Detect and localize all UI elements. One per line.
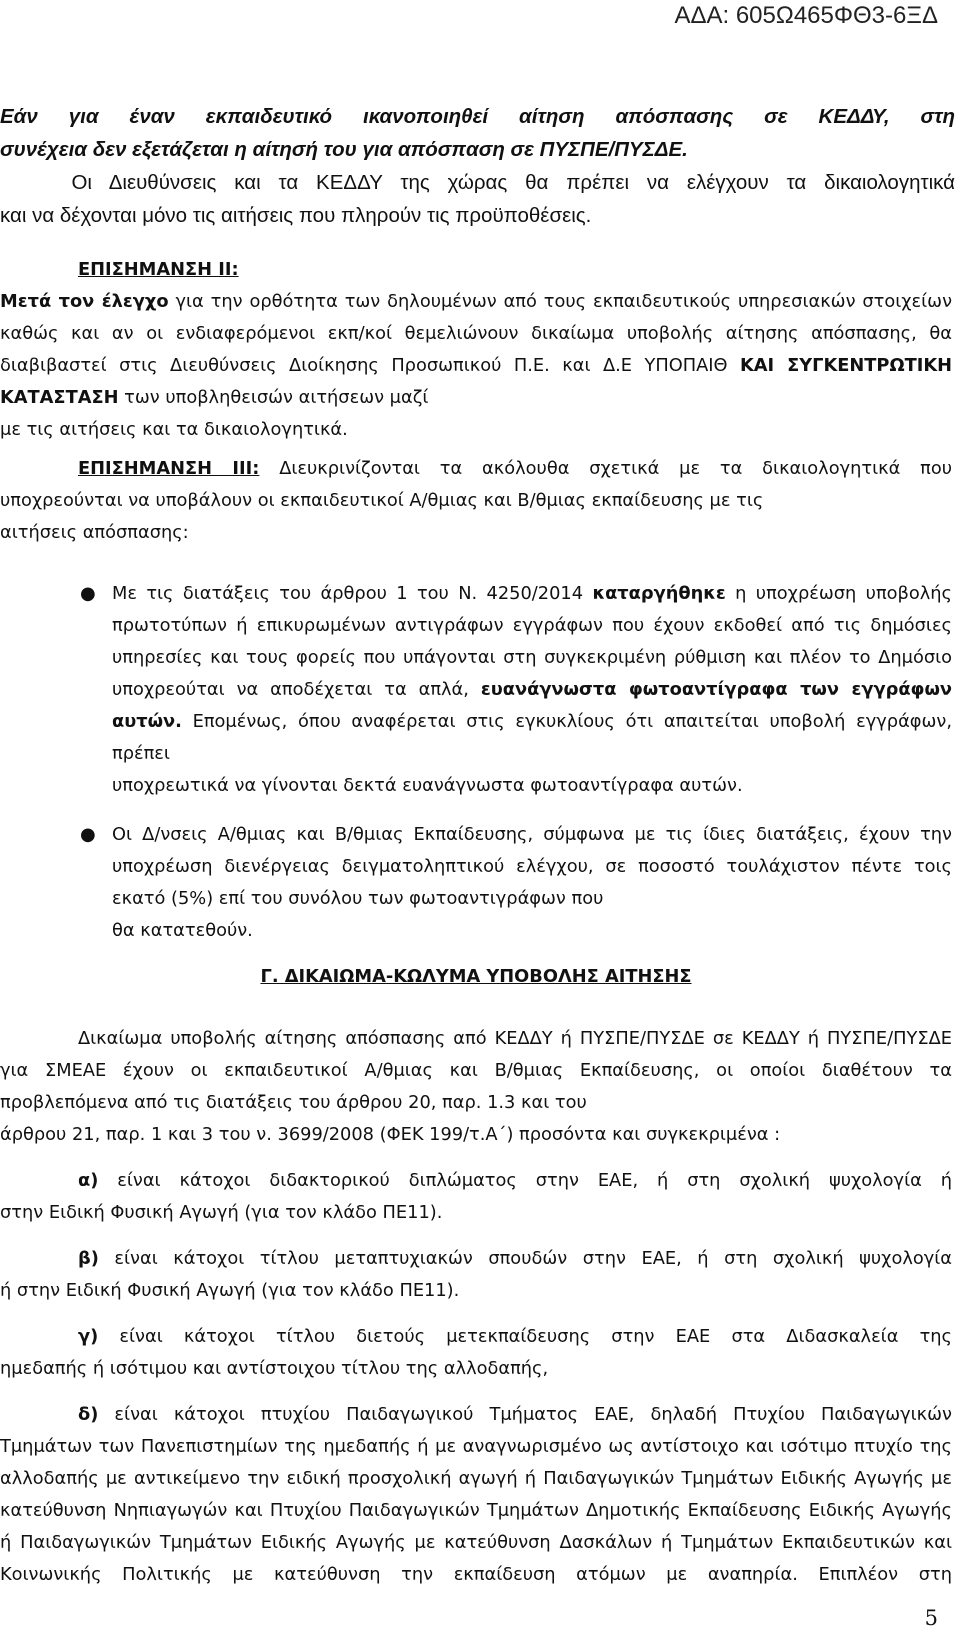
note-3-last-line: αιτήσεις απόσπασης: [0, 522, 189, 543]
note-2-text-b: των υποβληθεισών αιτήσεων μαζί [118, 387, 429, 408]
bullet-icon: ● [80, 583, 96, 604]
rights-intro-body: Δικαίωμα υποβολής αίτησης απόσπασης από ΚΕΔΔΥ ή ΠΥΣΠΕ/ΠΥΣΔΕ σε ΚΕΔΔΥ ή ΠΥΣΠΕ/ΠΥΣΔΕ για ΣΜΕΑΕ έχουν οι εκπαιδευτικοί Α/θμιας και Β/θμιας Εκπαίδευσης, οι οποίοι διαθέτουν τα προβλεπόμενα από τις διατάξεις του άρθρου 20, παρ. 1.3 και του [0, 1028, 952, 1113]
rights-section [0, 1023, 952, 1591]
note-3 [0, 453, 952, 549]
bullet-item-1 [0, 578, 952, 802]
bullet-2-last-line: θα κατατεθούν. [112, 920, 253, 941]
rights-item-a [0, 1165, 952, 1229]
intro-bold-line-2: συνέχεια δεν εξετάζεται η αίτησή του για απόσπαση σε ΠΥΣΠΕ/ΠΥΣΔΕ. [0, 138, 688, 161]
note-2-lead: Μετά τον έλεγχο [0, 291, 169, 312]
note-2-mid-bold: ΚΑΙ ΣΥΓΚΕΝΤΡΩΤΙΚΗ ΚΑΤΑΣΤΑΣΗ [0, 355, 952, 408]
note-2-last-line: με τις αιτήσεις και τα δικαιολογητικά. [0, 419, 348, 440]
note-3-heading: ΕΠΙΣΗΜΑΝΣΗ ΙΙΙ: [78, 458, 260, 479]
intro-bold-line-1: Εάν για έναν εκπαιδευτικό ικανοποιηθεί αίτηση απόσπασης σε ΚΕΔΔΥ, στη [0, 105, 955, 128]
bullet-1-bold-2: ευανάγνωστα φωτοαντίγραφα των εγγράφων αυτών. [112, 679, 953, 732]
rights-a-last-line: στην Ειδική Φυσική Αγωγή (για τον κλάδο ΠΕ11). [0, 1202, 443, 1223]
intro-line-4: και να δέχονται μόνο τις αιτήσεις που πληρούν τις προϋποθέσεις. [0, 204, 592, 227]
note-2 [0, 254, 952, 446]
note-2-text-a: για την ορθότητα των δηλουμένων από τους εκπαιδευτικούς υπηρεσιακών στοιχείων καθώς και αν οι ενδιαφερόμενοι εκπ/κοί θεμελιώνουν δικαίωμα υποβολής αίτησης απόσπασης, θα διαβιβαστεί στις Διευθύνσεις Διοίκησης Προσωπικού Π.Ε. και Δ.Ε ΥΠΟΠΑΙΘ [0, 291, 952, 376]
rights-c-label: γ) [78, 1326, 99, 1347]
note-3-body [0, 453, 952, 517]
rights-c-last-line: ημεδαπής ή ισότιμου και αντίστοιχου τίτλου της αλλοδαπής, [0, 1358, 549, 1379]
note-2-heading-line [0, 254, 952, 286]
bullet-icon: ● [80, 824, 96, 845]
rights-intro [0, 1023, 952, 1151]
rights-item-d [0, 1399, 952, 1591]
bullet-1-body: Με τις διατάξεις του άρθρου 1 του Ν. 4250/2014 καταργήθηκε η υποχρέωση υποβολής πρωτοτύπων ή επικυρωμένων αντιγράφων εγγράφων που έχουν εκδοθεί από τις δημόσιες υπηρεσίες και τους φορείς που υπάγονται στη συγκεκριμένη ρύθμιση και πλέον το Δημόσιο υποχρεούται να αποδέχεται τα απλά, ευανάγνωστα φωτοαντίγραφα των εγγράφων αυτών. Επομένως, όπου αναφέρεται στις εγκυκλίους ότι απαιτείται υποβολή εγγράφων, πρέπει [112, 583, 953, 764]
rights-a-line: α) είναι κάτοχοι διδακτορικού διπλώματος στην ΕΑΕ, ή στη σχολική ψυχολογία ή [78, 1170, 952, 1191]
rights-d-label: δ) [78, 1404, 99, 1425]
rights-b-label: β) [78, 1248, 99, 1269]
rights-a-label: α) [78, 1170, 99, 1191]
section-g-title: Γ. ΔΙΚΑΙΩΜΑ-ΚΩΛΥΜΑ ΥΠΟΒΟΛΗΣ ΑΙΤΗΣΗΣ [260, 966, 692, 987]
note-3-text: Διευκρινίζονται τα ακόλουθα σχετικά με τα δικαιολογητικά που υποχρεούνται να υποβάλουν οι εκπαιδευτικοί Α/θμιας και Β/θμιας εκπαίδευσης με τις [0, 458, 952, 511]
rights-item-b [0, 1243, 952, 1307]
bullet-item-2 [0, 819, 952, 947]
rights-b-last-line: ή στην Ειδική Φυσική Αγωγή (για τον κλάδο ΠΕ11). [0, 1280, 460, 1301]
rights-intro-last-line: άρθρου 21, παρ. 1 και 3 του ν. 3699/2008 (ΦΕΚ 199/τ.Α΄) προσόντα και συγκεκριμένα : [0, 1124, 781, 1145]
note-2-heading: ΕΠΙΣΗΜΑΝΣΗ ΙΙ: [78, 259, 239, 280]
rights-item-c [0, 1321, 952, 1385]
note-2-body [0, 286, 952, 414]
page-number: 5 [924, 1606, 938, 1630]
bullet-2-body: Οι Δ/νσεις Α/θμιας και Β/θμιας Εκπαίδευσης, σύμφωνα με τις ίδιες διατάξεις, έχουν την υποχρέωση διενέργειας δειγματοληπτικού ελέγχου, σε ποσοστό τουλάχιστον πέντε τοις εκατό (5%) επί του συνόλου των φωτοαντιγράφων που [112, 824, 952, 909]
bullet-1-last-line: υποχρεωτικά να γίνονται δεκτά ευανάγνωστα φωτοαντίγραφα αυτών. [112, 775, 743, 796]
bullet-list [0, 578, 952, 947]
intro-paragraph [0, 100, 955, 232]
rights-d-body: δ) είναι κάτοχοι πτυχίου Παιδαγωγικού Τμήματος ΕΑΕ, δηλαδή Πτυχίου Παιδαγωγικών Τμημάτων των Πανεπιστημίων της ημεδαπής ή με αναγνωρισμένο ως αντίστοιχο και ισότιμο πτυχίο της αλλοδαπής με αντικείμενο την ειδική προσχολική αγωγή ή Παιδαγωγικών Τμημάτων Ειδικής Αγωγής με κατεύθυνση Νηπιαγωγών και Πτυχίου Παιδαγωγικών Τμημάτων Δημοτικής Εκπαίδευσης Ειδικής Αγωγής ή Παιδαγωγικών Τμημάτων Ειδικής Αγωγής με κατεύθυνση Δασκάλων ή Τμημάτων Εκπαιδευτικών και Κοινωνικής Πολιτικής με κατεύθυνση την εκπαίδευση ατόμων με αναπηρία. Επιπλέον στη [0, 1404, 952, 1585]
rights-b-line: β) είναι κάτοχοι τίτλου μεταπτυχιακών σπουδών στην ΕΑΕ, ή στη σχολική ψυχολογία [78, 1248, 952, 1269]
rights-c-line: γ) είναι κάτοχοι τίτλου διετούς μετεκπαίδευσης στην ΕΑΕ στα Διδασκαλεία της [78, 1326, 952, 1347]
bullet-1-bold-1: καταργήθηκε [592, 583, 726, 604]
ada-code: ΑΔΑ: 605Ω465ΦΘ3-6ΞΔ [674, 2, 938, 29]
intro-line-3: Οι Διευθύνσεις και τα ΚΕΔΔΥ της χώρας θα πρέπει να ελέγχουν τα δικαιολογητικά [71, 171, 955, 194]
